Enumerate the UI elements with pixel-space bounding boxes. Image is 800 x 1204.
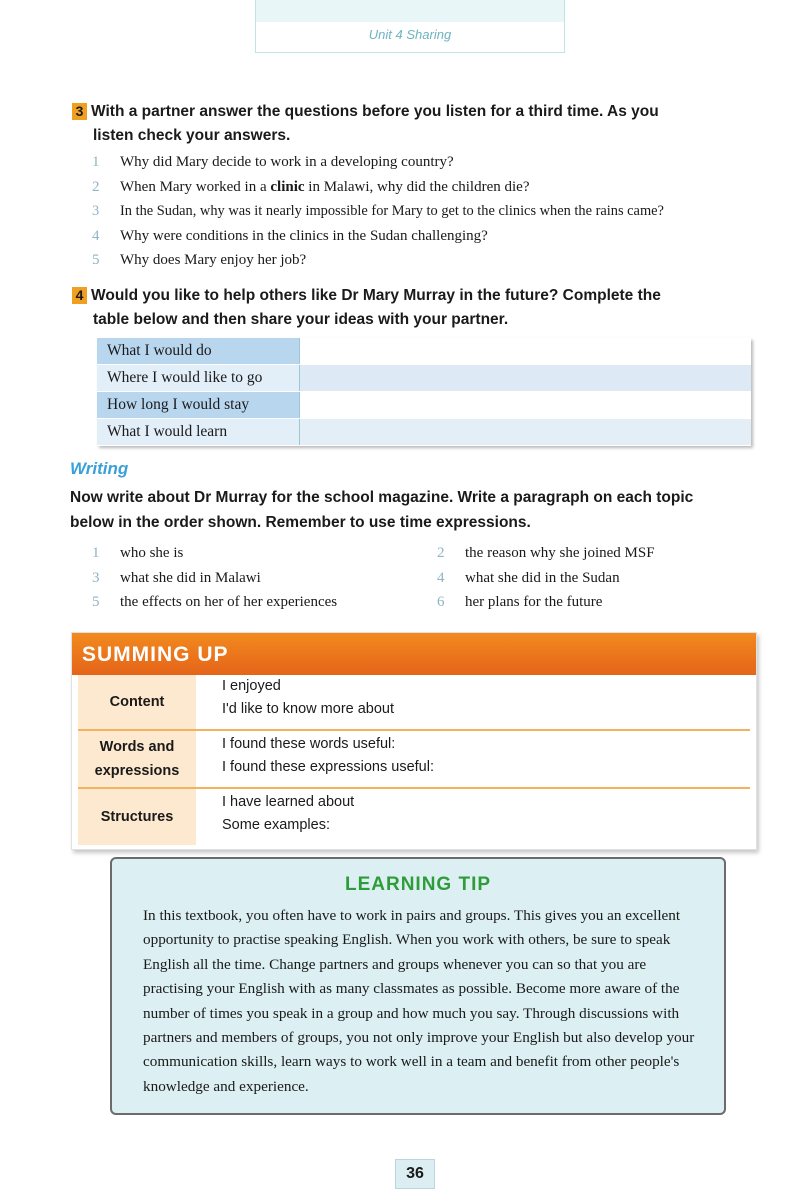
topic-text: what she did in Malawi bbox=[120, 569, 261, 586]
learning-tip-box bbox=[110, 857, 726, 1115]
section-label: Words and bbox=[99, 739, 175, 755]
prompt-line: I'd like to know more about bbox=[222, 701, 395, 717]
topic-text: her plans for the future bbox=[465, 594, 603, 611]
topic-text: what she did in the Sudan bbox=[465, 569, 620, 586]
table-answer-cell[interactable] bbox=[300, 338, 752, 365]
learning-tip-body: In this textbook, you often have to work in pairs and groups. This gives you an excellent opportunity to practise speaking English. When you work with others, be sure to speak English all the time. Change partners and groups whenever you can so that you are practising your English with as many classmates as possible. Become more aware of the number of times you speak in a group and how much you say. Through discussions with partners and members of groups, you not only improve your English but also develop your communication skills, learn ways to work well in a team and benefit from other people's knowledge and experience. bbox=[143, 907, 695, 1095]
topic-number: 4 bbox=[437, 569, 445, 586]
question-text: Why were conditions in the clinics in the Sudan challenging? bbox=[120, 227, 488, 244]
topic-number: 6 bbox=[437, 594, 445, 611]
section-label: expressions bbox=[94, 763, 180, 779]
exercise-4-instruction-line1: Would you like to help others like Dr Mary Murray in the future? Complete the bbox=[91, 287, 661, 304]
exercise-3-instruction-line1: With a partner answer the questions before you listen for a third time. As you bbox=[91, 103, 659, 120]
summing-up-label-structures bbox=[78, 789, 196, 845]
question-number: 5 bbox=[92, 252, 100, 269]
table-row bbox=[97, 419, 751, 446]
question-item bbox=[92, 150, 782, 175]
writing-instruction bbox=[70, 485, 770, 535]
future-plans-table bbox=[97, 338, 751, 446]
summing-up-structures-lines bbox=[222, 791, 354, 837]
table-row-label: How long I would stay bbox=[97, 392, 300, 419]
exercise-4-instruction bbox=[72, 284, 762, 332]
summing-up-title: SUMMING UP bbox=[82, 643, 229, 666]
unit-title: Unit 4 Sharing bbox=[368, 27, 452, 42]
question-item bbox=[92, 248, 782, 273]
writing-instruction-line1: Now write about Dr Murray for the school magazine. Write a paragraph on each topic bbox=[70, 489, 694, 506]
topic-text: the reason why she joined MSF bbox=[465, 545, 655, 561]
question-bold-word: clinic bbox=[270, 178, 305, 195]
prompt-line: I have learned about bbox=[222, 794, 355, 810]
question-number: 3 bbox=[92, 203, 100, 220]
question-text-part: in Malawi, why did the children die? bbox=[304, 178, 530, 195]
summing-up-content-lines bbox=[222, 675, 394, 721]
question-text: Why does Mary enjoy her job? bbox=[120, 252, 307, 269]
topic-item bbox=[92, 541, 337, 566]
question-number: 1 bbox=[92, 154, 100, 170]
summing-up-label-words bbox=[78, 731, 196, 787]
exercise-3-instruction bbox=[72, 100, 762, 148]
exercise-3-questions bbox=[92, 150, 782, 273]
prompt-line: I found these expressions useful: bbox=[222, 759, 434, 775]
table-answer-cell[interactable] bbox=[300, 419, 752, 446]
topic-number: 3 bbox=[92, 569, 100, 586]
section-label: Structures bbox=[100, 809, 174, 825]
prompt-line: Some examples: bbox=[222, 817, 330, 833]
topic-text: the effects on her of her experiences bbox=[120, 594, 338, 611]
topic-item bbox=[437, 566, 655, 591]
table-row bbox=[97, 392, 751, 419]
topic-item bbox=[437, 541, 655, 566]
question-number: 2 bbox=[92, 178, 100, 195]
exercise-3-number: 3 bbox=[72, 103, 87, 120]
section-label: Content bbox=[109, 694, 165, 710]
table-row bbox=[97, 338, 751, 365]
topic-item bbox=[437, 590, 655, 615]
writing-instruction-line2: below in the order shown. Remember to use time expressions. bbox=[70, 514, 531, 531]
learning-tip-title: LEARNING TIP bbox=[344, 874, 492, 895]
writing-heading: Writing bbox=[70, 459, 129, 478]
topic-number: 1 bbox=[92, 545, 100, 561]
question-item bbox=[92, 224, 782, 249]
summing-up-box bbox=[71, 632, 757, 850]
question-text: Why did Mary decide to work in a developing country? bbox=[120, 154, 454, 170]
exercise-4-instruction-line2: table below and then share your ideas with your partner. bbox=[93, 311, 509, 328]
unit-header bbox=[255, 0, 565, 53]
writing-topics-right bbox=[437, 541, 655, 615]
table-row-label: What I would learn bbox=[97, 419, 300, 446]
table-row-label: What I would do bbox=[97, 338, 300, 365]
question-text-part: When Mary worked in a bbox=[120, 178, 271, 195]
question-text: In the Sudan, why was it nearly impossible for Mary to get to the clinics when the rains came? bbox=[120, 203, 664, 220]
topic-item bbox=[92, 566, 337, 591]
summing-up-label-content bbox=[78, 675, 196, 729]
table-answer-cell[interactable] bbox=[300, 392, 752, 419]
topic-text: who she is bbox=[120, 545, 184, 561]
prompt-line: I enjoyed bbox=[222, 678, 281, 694]
question-item bbox=[92, 199, 782, 224]
page-number: 36 bbox=[395, 1159, 435, 1189]
prompt-line: I found these words useful: bbox=[222, 736, 396, 752]
table-row bbox=[97, 365, 751, 392]
table-row-label: Where I would like to go bbox=[97, 365, 300, 392]
topic-number: 5 bbox=[92, 594, 100, 611]
summing-up-header bbox=[72, 633, 756, 675]
question-item bbox=[92, 175, 782, 200]
writing-topics-left bbox=[92, 541, 337, 615]
table-answer-cell[interactable] bbox=[300, 365, 752, 392]
exercise-3-instruction-line2: listen check your answers. bbox=[93, 127, 291, 144]
question-number: 4 bbox=[92, 227, 100, 244]
exercise-4-number: 4 bbox=[72, 287, 87, 304]
topic-number: 2 bbox=[437, 545, 445, 561]
topic-item bbox=[92, 590, 337, 615]
summing-up-words-lines bbox=[222, 733, 434, 779]
